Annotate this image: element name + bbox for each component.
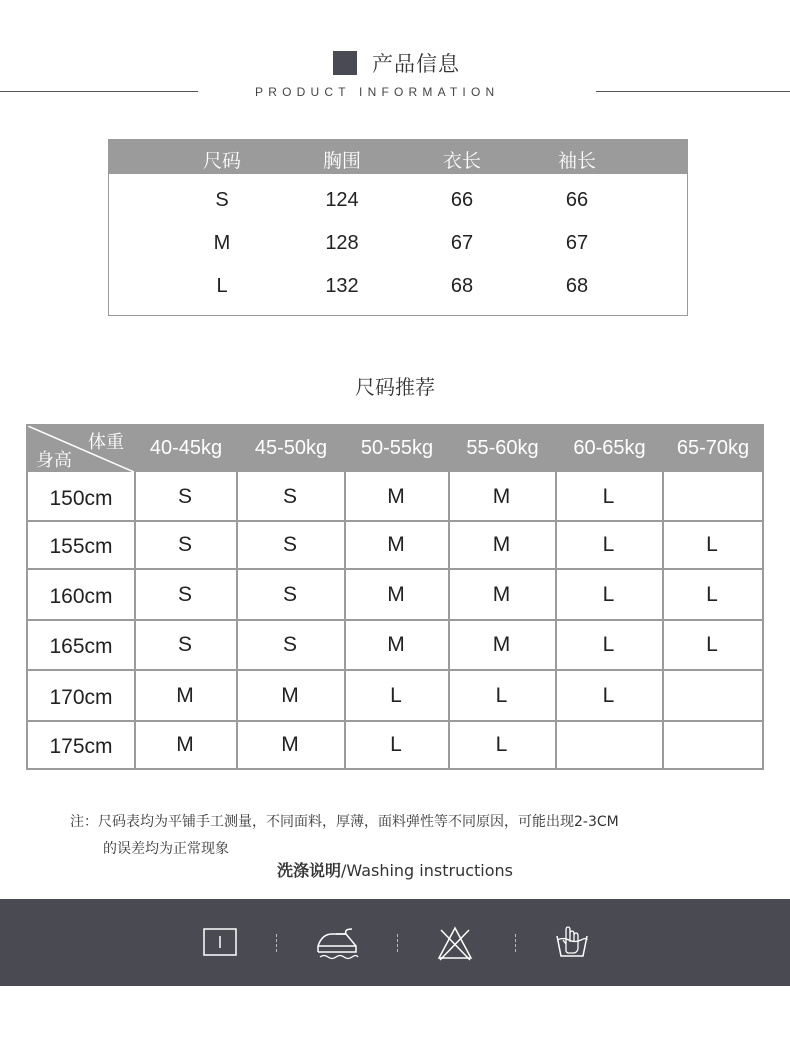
size-cell: M [281,683,299,707]
size-cell: S [282,533,297,556]
product-cell: 67 [450,232,474,254]
height-cell: 175cm [49,735,113,758]
product-cell: 128 [325,232,359,254]
weight-header: 55-60kg [450,426,555,472]
size-cell: M [387,485,405,508]
size-recommend-table [26,424,764,770]
weight-header: 65-70kg [664,426,762,472]
washing-title [0,858,790,881]
size-cell: L [706,582,718,606]
weight-header: 60-65kg [557,426,662,472]
size-cell: S [177,485,192,508]
size-cell: L [495,733,508,756]
product-cell: 132 [325,275,359,297]
grid-hline [28,520,762,522]
product-cell: M [213,232,231,254]
size-cell: S [282,485,297,508]
note-line-2: 的误差均为正常现象 [103,841,229,857]
size-cell: L [602,582,615,606]
product-cell: 68 [565,275,589,297]
product-cell: 67 [565,232,589,254]
product-cell: 68 [450,275,474,297]
size-cell: M [492,582,511,606]
weight-header: 50-55kg [346,426,448,472]
note-line-1: 注：尺码表均为平铺手工测量，不同面料，厚薄，面料弹性等不同原因，可能出现2-3CM [70,814,619,830]
size-cell: L [390,733,402,756]
hand-wash-icon [554,924,590,960]
separator [515,934,516,952]
page-subtitle: PRODUCT INFORMATION [255,85,500,99]
title-square-icon [333,51,357,75]
grid-vline [236,426,238,768]
size-cell: M [176,683,194,707]
product-cell: 124 [325,189,359,211]
size-cell: S [177,633,192,656]
size-cell: L [390,683,402,707]
grid-hline [28,568,762,570]
grid-vline [662,426,664,768]
height-cell: 170cm [49,685,113,709]
separator [276,934,277,952]
height-cell: 165cm [49,635,113,658]
size-cell: M [387,582,405,606]
washing-title-en: /Washing instructions [341,861,513,880]
size-cell: M [176,733,194,756]
size-cell: L [602,633,615,656]
height-cell: 155cm [49,535,113,558]
product-cell: L [216,275,228,297]
recommend-title: 尺码推荐 [355,375,435,399]
height-cell: 150cm [49,487,113,510]
header-chest: 胸围 [322,150,361,172]
separator [397,934,398,952]
size-cell: M [492,485,511,508]
page-title: 产品信息 [372,52,460,76]
size-cell: M [387,633,405,656]
size-cell: S [177,533,192,556]
steam-iron-icon [316,926,360,962]
header-length: 衣长 [442,150,481,172]
size-cell: M [492,533,511,556]
size-cell: L [495,683,508,707]
corner-height-label: 身高 [36,450,72,470]
product-table-header [109,140,687,174]
divider-left [0,91,198,92]
grid-hline [28,720,762,722]
size-cell: M [492,633,511,656]
divider-right [596,91,790,92]
size-cell: L [602,683,615,707]
size-cell: L [602,533,615,556]
grid-hline [28,619,762,621]
grid-vline [448,426,450,768]
grid-vline [134,426,136,768]
washing-icons-band [0,899,790,986]
corner-cell [28,426,134,472]
washing-title-cn: 洗涤说明 [276,861,341,880]
grid-vline [344,426,346,768]
size-cell: L [706,533,718,556]
weight-header: 40-45kg [136,426,236,472]
product-cell: 66 [450,189,474,211]
size-cell: S [177,582,192,606]
corner-weight-label: 体重 [88,432,124,452]
size-cell: L [706,633,718,656]
size-cell: L [602,485,615,508]
size-cell: M [387,533,405,556]
no-bleach-icon [436,924,474,962]
header-sleeve: 袖长 [557,150,596,172]
size-cell: S [282,633,297,656]
iron-low-icon [203,928,237,956]
grid-hline [28,669,762,671]
grid-vline [555,426,557,768]
header-size: 尺码 [202,150,241,172]
height-cell: 160cm [49,584,113,608]
size-cell: M [281,733,299,756]
product-cell: 66 [565,189,589,211]
product-size-table [108,139,688,316]
size-cell: S [282,582,297,606]
product-cell: S [215,189,229,211]
weight-header: 45-50kg [238,426,344,472]
